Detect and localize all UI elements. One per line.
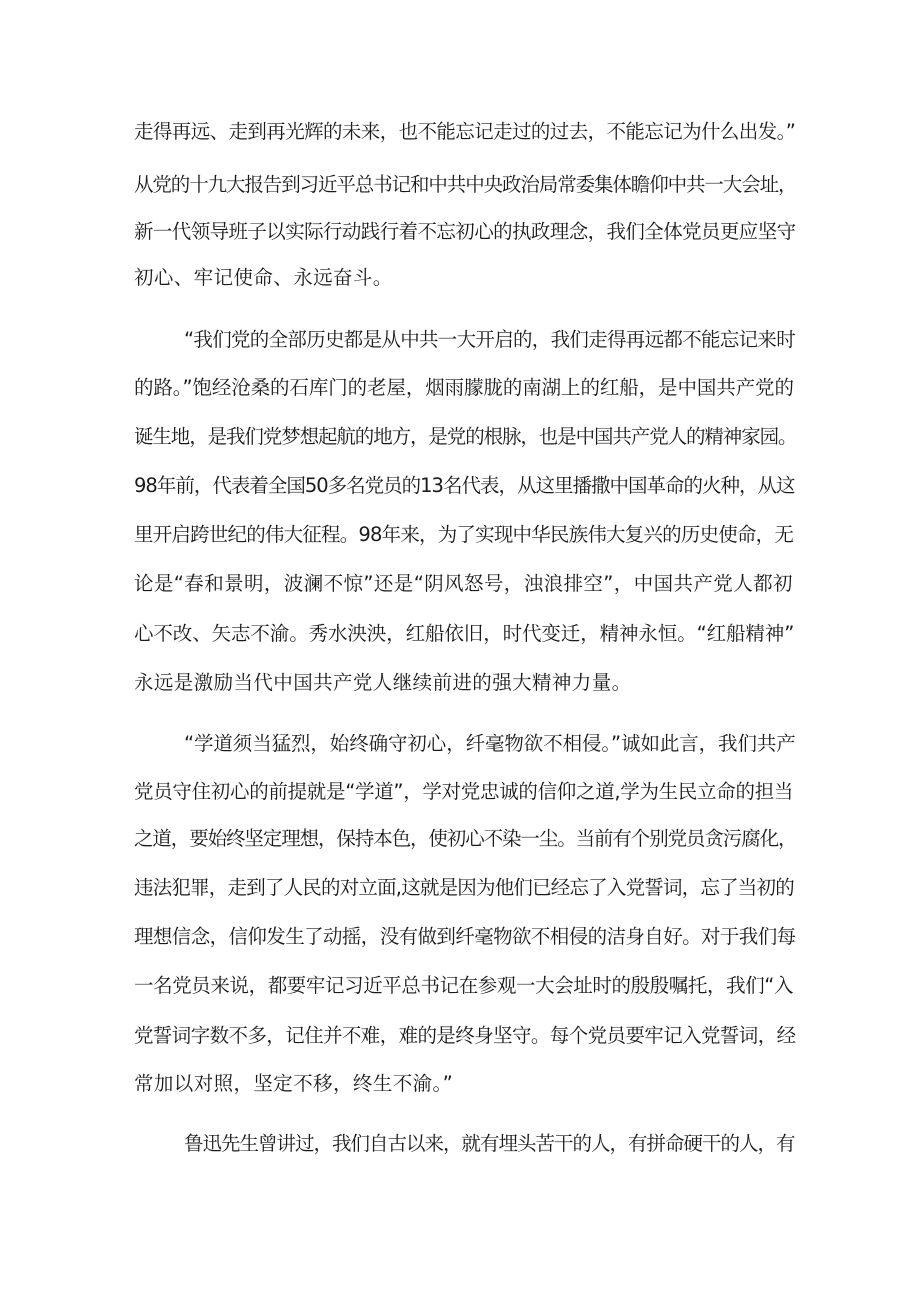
text-line: 常加以对照，坚定不移，终生不渝。” bbox=[134, 1072, 454, 1095]
text-line: 走得再远、走到再光辉的未来，也不能忘记走过的过去，不能忘记为什么出发。” bbox=[134, 120, 796, 143]
text-line: 鲁迅先生曾讲过，我们自古以来，就有埋头苦干的人，有拼命硬干的人，有 bbox=[184, 1132, 795, 1155]
text-line: 初心、牢记使命、永远奋斗。 bbox=[134, 266, 393, 289]
text-line: 从党的十九大报告到习近平总书记和中共中央政治局常委集体瞻仰中共一大会址， bbox=[134, 173, 797, 196]
text-line: 98年前，代表着全国50多名党员的13名代表，从这里播撒中国革命的火种，从这 bbox=[134, 474, 795, 497]
text-line: 诞生地，是我们党梦想起航的地方，是党的根脉，也是中国共产党人的精神家园。 bbox=[134, 425, 797, 448]
text-line: 永远是激励当代中国共产党人继续前进的强大精神力量。 bbox=[134, 671, 632, 694]
text-line: 新一代领导班子以实际行动践行着不忘初心的执政理念，我们全体党员更应坚守 bbox=[134, 220, 796, 243]
text-line: “我们党的全部历史都是从中共一大开启的，我们走得再远都不能忘记来时 bbox=[184, 328, 796, 351]
text-line: 违法犯罪，走到了人民的对立面,这就是因为他们已经忘了入党誓词，忘了当初的 bbox=[134, 876, 794, 899]
text-line: 党员守住初心的前提就是“学道”，学对党忠诚的信仰之道,学为生民立命的担当 bbox=[134, 780, 794, 803]
text-line: “学道须当猛烈，始终确守初心，纤毫物欲不相侵。”诚如此言，我们共产 bbox=[184, 732, 796, 755]
text-line: 里开启跨世纪的伟大征程。98年来，为了实现中华民族伟大复兴的历史使命，无 bbox=[134, 523, 794, 546]
text-line: 论是“春和景明，波澜不惊”还是“阴风怒号，浊浪排空”，中国共产党人都初 bbox=[134, 572, 793, 595]
text-line: 之道，要始终坚定理想，保持本色，使初心不染一尘。当前有个别党员贪污腐化， bbox=[134, 827, 797, 850]
text-line: 心不改、矢志不渝。秀水泱泱，红船依旧，时代变迁，精神永恒。“红船精神” bbox=[134, 622, 795, 645]
text-line: 的路。”饱经沧桑的石库门的老屋，烟雨朦胧的南湖上的红船，是中国共产党的 bbox=[134, 376, 794, 399]
text-line: 党誓词字数不多，记住并不难，难的是终身坚守。每个党员要牢记入党誓词，经 bbox=[134, 1024, 796, 1047]
text-line: 理想信念，信仰发生了动摇，没有做到纤毫物欲不相侵的洁身自好。对于我们每 bbox=[134, 925, 796, 948]
text-line: 一名党员来说，都要牢记习近平总书记在参观一大会址时的殷殷嘱托，我们“入 bbox=[134, 974, 794, 997]
